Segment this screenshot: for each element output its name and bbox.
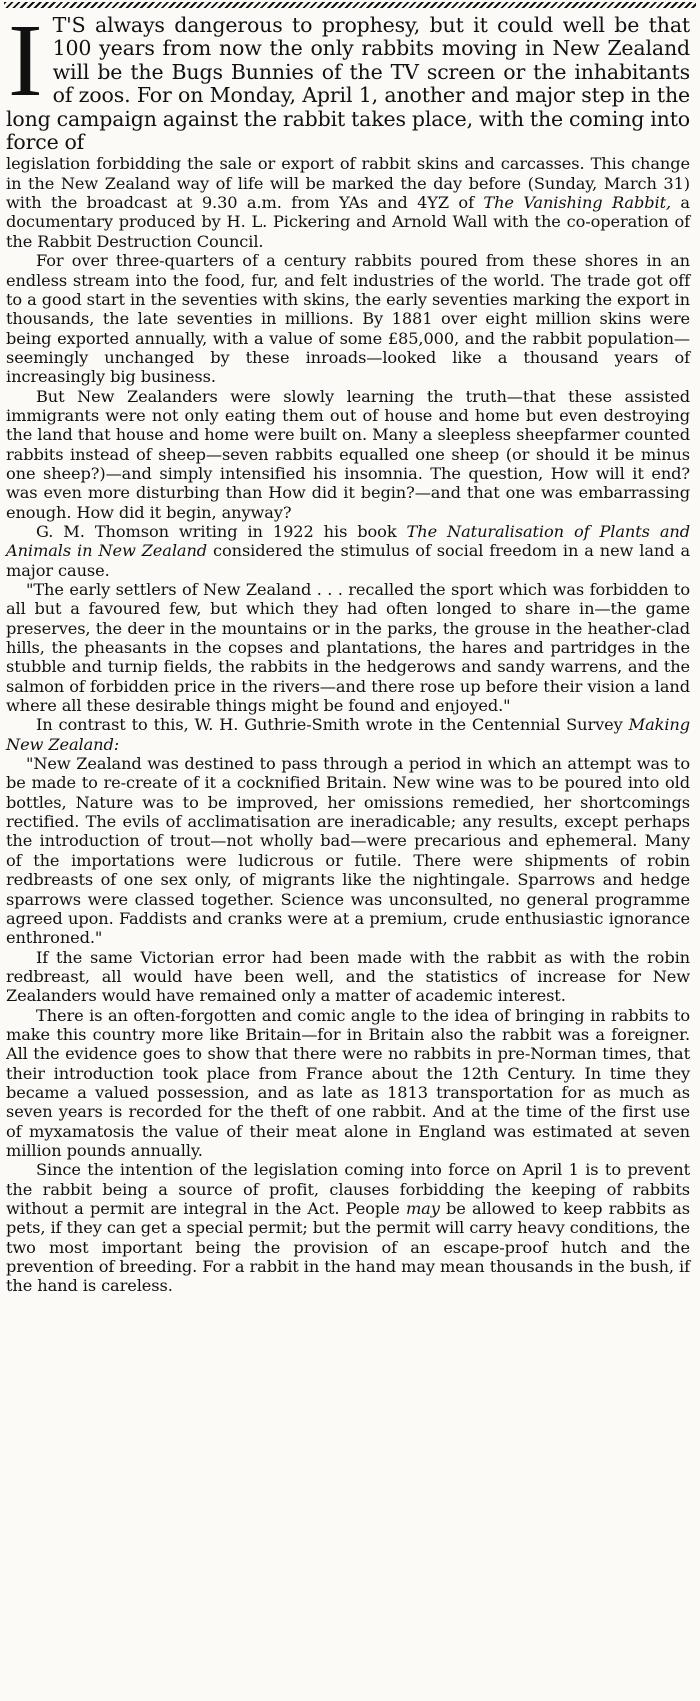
paragraph-victorian-error: If the same Victorian error had been made with the rabbit as with the robin redbreast, all would have been well, and the statistics of increase for New Zealanders would have remained only a matter of academic interest. <box>6 947 690 1006</box>
paragraph-legislation: Since the intention of the legislation coming into force on April 1 is to prevent the rabbit being a source of profit, clauses forbidding the keeping of rabbits without a permit are integral in the Act. People may be allowed to keep rabbits as pets, if they can get a special permit; but the permit will carry heavy conditions, the two most important being the provision of an escape-proof hutch and the prevention of breeding. For a rabbit in the hand may mean thousands in the bush, if the hand is careless. <box>6 1160 691 1296</box>
article <box>6 14 690 1296</box>
book-title: The Naturalisation of Plants and Animals in New Zealand <box>6 521 690 561</box>
program-title: The Vanishing Rabbit, <box>483 193 672 213</box>
drop-cap: I <box>8 14 43 118</box>
quote-early-settlers: "The early settlers of New Zealand . . . recalled the sport which was forbidden to all but a favoured few, but which they had often longed to share in—the game preserves, the deer in the mountains or in the parks, the grouse in the heather-clad hills, the pheasants in the copses and plantations, the hares and partridges in the stubble and turnip fields, the rabbits in the hedgerows and sandy warrens, and the salmon of forbidden price in the rivers—and there rose up before their vision a land where all these desirable things might be found and enjoyed." <box>6 580 690 716</box>
lead-paragraph: T'S always dangerous to prophesy, but it could well be that 100 years from now the only rabbits moving in New Zealand will be the Bugs Bunnies of the TV screen or the inhabitants of zoos. For on Monday, April 1, another and major step in the long campaign against the rabbit takes place, with the coming into force of <box>6 14 690 155</box>
decorative-top-rule <box>4 2 696 8</box>
paragraph-guthrie-smith: In contrast to this, W. H. Guthrie-Smith wrote in the Centennial Survey Making New Zealand: <box>6 715 690 754</box>
paragraph-thomson: G. M. Thomson writing in 1922 his book The Naturalisation of Plants and Animals in New Zealand considered the stimulus of social freedom in a new land a major cause. <box>6 521 690 580</box>
article-body <box>6 154 690 1295</box>
paragraph-export-history: For over three-quarters of a century rabbits poured from these shores in an endless stream into the food, fur, and felt industries of the world. The trade got off to a good start in the seventies with skins, the early seventies marking the export in thousands, the late seventies in millions. By 1881 over eight million skins were being exported annually, with a value of some £85,000, and the rabbit population—seemingly unchanged by these inroads—looked like a thousand years of increasingly big business. <box>6 251 690 387</box>
paragraph-sheepfarmer: But New Zealanders were slowly learning the truth—that these assisted immigrants were not only eating them out of house and home but even destroying the land that house and home were built on. Many a sleepless sheepfarmer counted rabbits instead of sheep—seven rabbits equalled one sheep (or should it be minus one sheep?)—and simply intensified his insomnia. The question, How will it end? was even more disturbing than How did it begin?—and that one was embarrassing enough. How did it begin, anyway? <box>6 386 690 522</box>
quote-cocknified-britain: "New Zealand was destined to pass through a period in which an attempt was to be made to re-create of it a cocknified Britain. New wine was to be poured into old bottles, Nature was to be improved, her omissions remedied, her shortcomings rectified. The evils of acclimatisation are ineradicable; any results, except perhaps the introduction of trout—not wholly bad—were precarious and ephemeral. Many of the importations were ludicrous or futile. There were shipments of robin redbreasts of one sex only, of migrants like the nightingale. Sparrows and hedge sparrows were classed together. Science was unconsulted, no general programme agreed upon. Faddists and cranks were at a premium, crude enthusiastic ignorance enthroned." <box>6 754 690 948</box>
survey-title: Making New Zealand: <box>6 715 690 754</box>
paragraph-britain-rabbit: There is an often-forgotten and comic angle to the idea of bringing in rabbits to make this country more like Britain—for in Britain also the rabbit was a foreigner. All the evidence goes to show that there were no rabbits in pre-Norman times, that their introduction took place from France about the 12th Century. In time they became a valued possession, and as late as 1813 transportation for as much as seven years is recorded for the theft of one rabbit. And at the time of the first use of myxamatosis the value of their meat alone in England was estimated at seven million pounds annually. <box>6 1005 690 1160</box>
lead-block <box>6 14 690 154</box>
paragraph-broadcast-notice: legislation forbidding the sale or export of rabbit skins and carcasses. This change in the New Zealand way of life will be marked the day before (Sunday, March 31) with the broadcast at 9.30 a.m. from YAs and 4YZ of The Vanishing Rabbit, a documentary produced by H. L. Pickering and Arnold Wall with the co-operation of the Rabbit Destruction Council. <box>6 154 690 251</box>
emphasis-may: may <box>405 1199 440 1218</box>
